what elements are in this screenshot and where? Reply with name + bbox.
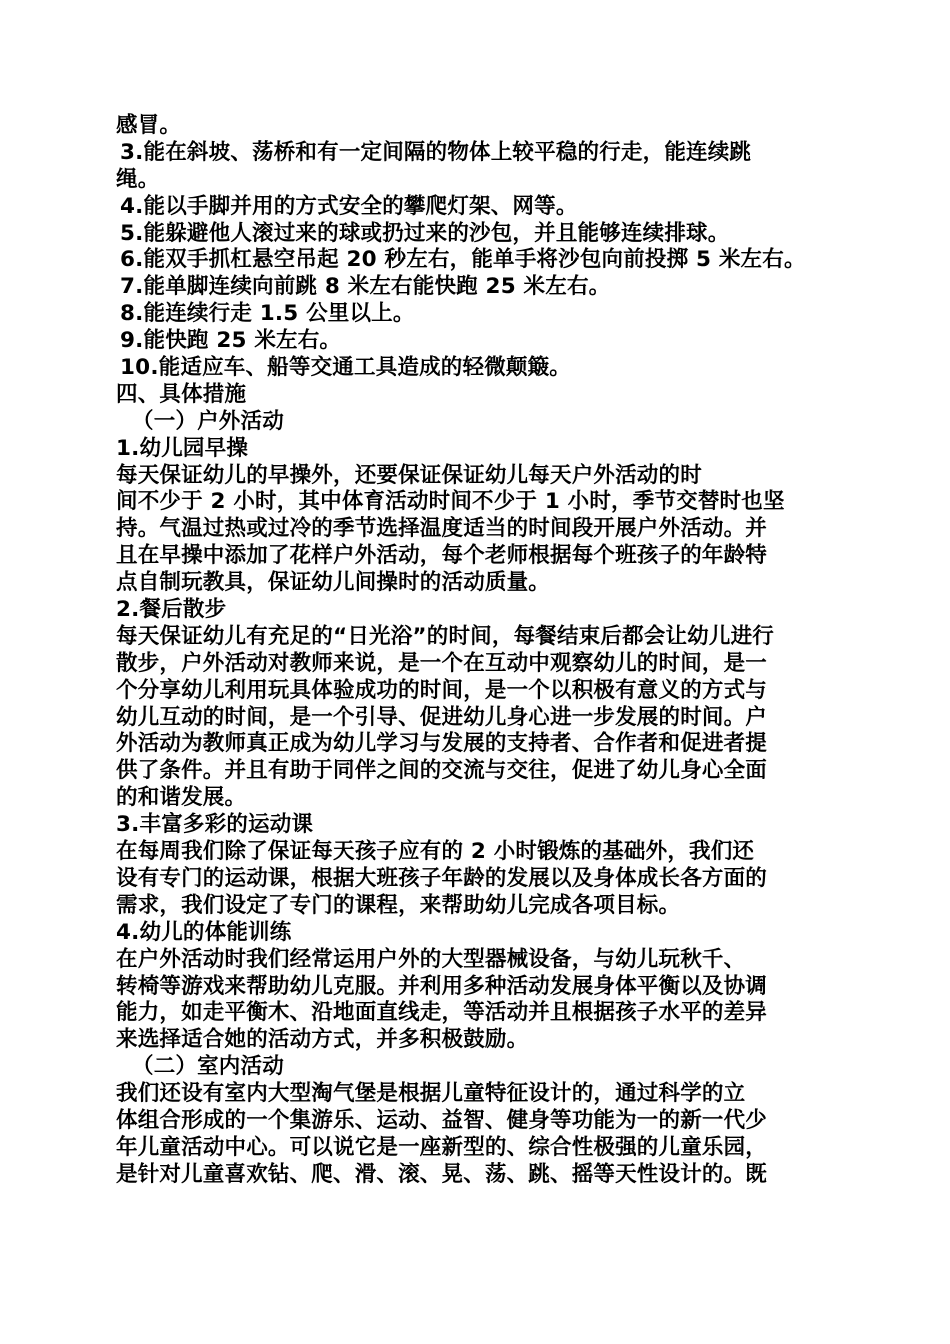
- text-line: 供了条件。并且有助于同伴之间的交流与交往，促进了幼儿身心全面: [116, 758, 768, 784]
- text-line: 每天保证幼儿有充足的“日光浴”的时间，每餐结束后都会让幼儿进行: [116, 623, 774, 649]
- text-line: 体组合形成的一个集游乐、运动、益智、健身等功能为一的新一代少: [116, 1107, 768, 1133]
- text-line: 的和谐发展。: [116, 785, 247, 811]
- text-line: 8.能连续行走 1.5 公里以上。: [120, 301, 415, 327]
- subsection-heading: （二）室内活动: [132, 1054, 284, 1080]
- text-line: 4.能以手脚并用的方式安全的攀爬灯架、网等。: [120, 193, 578, 219]
- text-line: 是针对儿童喜欢钻、爬、滑、滚、晃、荡、跳、摇等天性设计的。既: [116, 1161, 768, 1187]
- subsection-heading: （一）户外活动: [132, 408, 284, 434]
- text-line: 在户外活动时我们经常运用户外的大型器械设备，与幼儿玩秋千、: [116, 946, 746, 972]
- text-line: 每天保证幼儿的早操外，还要保证保证幼儿每天户外活动的时: [116, 462, 702, 488]
- text-line: 散步，户外活动对教师来说，是一个在互动中观察幼儿的时间，是一: [116, 650, 768, 676]
- text-line: 3.能在斜坡、荡桥和有一定间隔的物体上较平稳的行走，能连续跳: [120, 139, 752, 165]
- section-heading: 四、具体措施: [116, 381, 247, 407]
- text-line: 且在早操中添加了花样户外活动，每个老师根据每个班孩子的年龄特: [116, 543, 768, 569]
- text-line: 外活动为教师真正成为幼儿学习与发展的支持者、合作者和促进者提: [116, 731, 768, 757]
- text-line: 10.能适应车、船等交通工具造成的轻微颠簸。: [120, 355, 571, 381]
- text-line: 7.能单脚连续向前跳 8 米左右能快跑 25 米左右。: [120, 274, 611, 300]
- text-line: 持。气温过热或过冷的季节选择温度适当的时间段开展户外活动。并: [116, 516, 768, 542]
- text-line: 9.能快跑 25 米左右。: [120, 328, 342, 354]
- text-line: 年儿童活动中心。可以说它是一座新型的、综合性极强的儿童乐园，: [116, 1134, 768, 1160]
- text-line: 绳。: [116, 166, 160, 192]
- text-line: 点自制玩教具，保证幼儿间操时的活动质量。: [116, 570, 551, 596]
- item-heading: 3.丰富多彩的运动课: [116, 812, 314, 838]
- text-line: 我们还设有室内大型淘气堡是根据儿童特征设计的，通过科学的立: [116, 1081, 746, 1107]
- item-heading: 2.餐后散步: [116, 597, 227, 623]
- text-line: 需求，我们设定了专门的课程，来帮助幼儿完成各项目标。: [116, 892, 681, 918]
- text-line: 能力，如走平衡木、沿地面直线走，等活动并且根据孩子水平的差异: [116, 1000, 768, 1026]
- text-line: 感冒。: [116, 113, 182, 138]
- text-line: 6.能双手抓杠悬空吊起 20 秒左右，能单手将沙包向前投掷 5 米左右。: [120, 247, 806, 273]
- item-heading: 1.幼儿园早操: [116, 435, 249, 461]
- item-heading: 4.幼儿的体能训练: [116, 919, 292, 945]
- text-line: 间不少于 2 小时，其中体育活动时间不少于 1 小时，季节交替时也坚: [116, 489, 785, 515]
- text-line: 个分享幼儿利用玩具体验成功的时间，是一个以积极有意义的方式与: [116, 677, 768, 703]
- text-line: 设有专门的运动课，根据大班孩子年龄的发展以及身体成长各方面的: [116, 865, 768, 891]
- text-line: 转椅等游戏来帮助幼儿克服。并利用多种活动发展身体平衡以及协调: [116, 973, 768, 999]
- text-line: 幼儿互动的时间，是一个引导、促进幼儿身心进一步发展的时间。户: [116, 704, 768, 730]
- text-line: 5.能躲避他人滚过来的球或扔过来的沙包，并且能够连续排球。: [120, 220, 730, 246]
- text-line: 来选择适合她的活动方式，并多积极鼓励。: [116, 1027, 529, 1053]
- text-line: 在每周我们除了保证每天孩子应有的 2 小时锻炼的基础外，我们还: [116, 839, 755, 865]
- document-body: [116, 113, 836, 1189]
